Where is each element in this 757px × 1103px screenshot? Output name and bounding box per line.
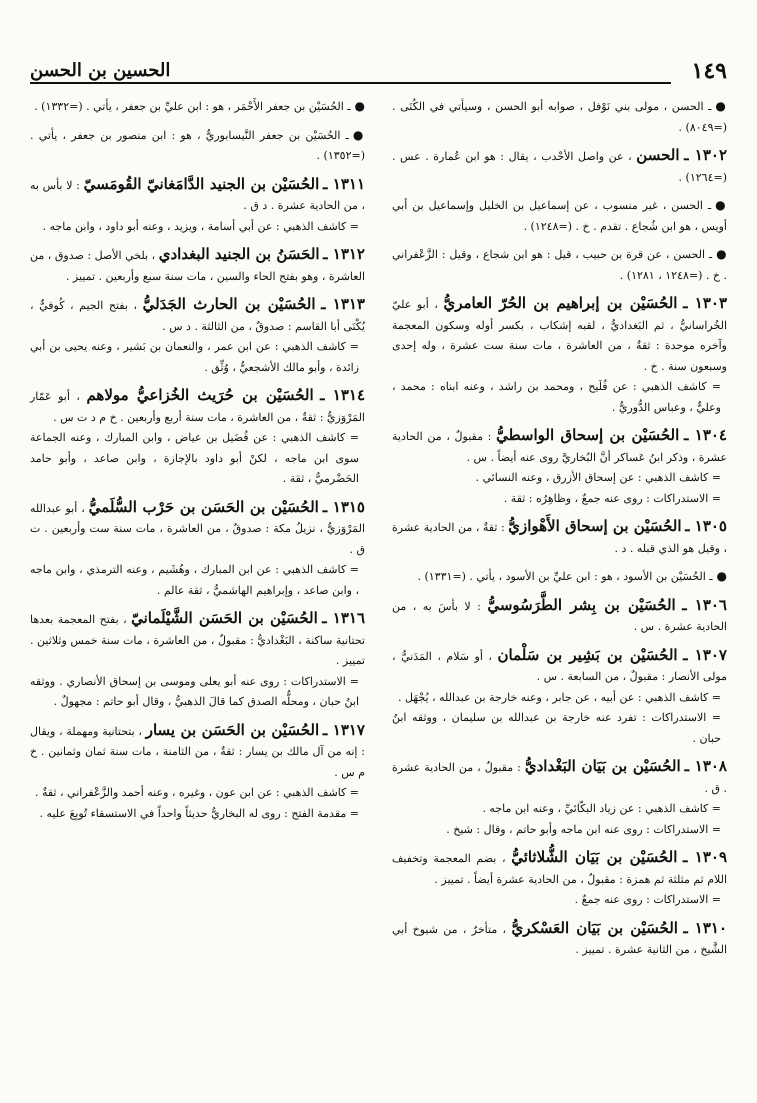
- entry-number: ١٣١٠ ـ: [683, 918, 728, 937]
- entry-name: الحُسَيْن بن بَيَان العَسْكريُّ: [511, 918, 678, 937]
- biography-entry: [30, 385, 365, 490]
- entry-number: ١٣٠٩ ـ: [683, 848, 728, 866]
- bullet-icon: ●: [715, 198, 727, 212]
- entry-number: ١٣٠٨ ـ: [684, 757, 727, 775]
- entry-text: ، أبو عبدالله المَرْوَزيُّ ، نزيلُ مكة : صدوقٌ ، من العاشرة ، مات سنة ست وأربعين . ت ق .: [30, 501, 365, 556]
- entry-number: ١٣١٦ ـ: [322, 609, 366, 627]
- entry-number: ١٣١٥ ـ: [322, 497, 365, 516]
- entry-note: = كاشف الذهبي : عن فُضَيل بن عياض ، وابن المبارك ، وعنه الجماعة سوى ابن ماجه ، لكنْ أبو داود بالإجازة ، وابن صاعد ، وأبو حامد الحَضْرميُّ ، ثقة .: [30, 431, 359, 485]
- cross-reference-entry: [392, 244, 727, 286]
- entry-text: ، بفتح الجيم ، كُوفيٌّ ، يُكْنَى أبا القاسم : صدوقٌ ، من الثالثة . د س .: [30, 299, 365, 333]
- running-title: الحسين بن الحسن: [30, 60, 171, 81]
- biography-entry: [392, 918, 727, 961]
- biography-entry: [392, 595, 727, 638]
- entry-note: = كاشف الذهبي : عن زياد البكّائيِّ ، وعنه ابن ماجه .: [482, 802, 721, 815]
- entry-text: : لا بأس به ، من الحادية عشرة . د ق .: [30, 178, 365, 212]
- entry-text: ، بضم المعجمة وتخفيف اللام ثم مثلثة ثم همزة : مقبولٌ ، من الحادية عشرة أيضاً . تمييز .: [392, 852, 727, 886]
- biography-entry: [30, 497, 365, 602]
- entry-text: ، بلخي الأصل : صدوق ، من العاشرة ، وهو بفتح الحاء والسين ، مات سنة سبع وأربعين . تمييز .: [30, 249, 365, 283]
- entry-name: الحَسَنُ بن الجنيد البغدادي: [158, 245, 320, 263]
- entry-number: ١٣٠٦ ـ: [682, 595, 727, 614]
- entry-text: : مقبولٌ ، من الحادية عشرة . ق .: [392, 761, 727, 795]
- entry-name: الحُسَيْن بن إبراهيم بن الحُرّ العامريُّ: [443, 294, 678, 312]
- biography-entry: [30, 608, 365, 713]
- entry-name: الحُسَيْن بن إسحاق الواسطيُّ: [496, 426, 680, 444]
- entry-name: الحُسَيْن بن بَيَان البَغْداديُّ: [524, 757, 681, 775]
- biography-entry: [30, 720, 365, 825]
- entry-number: ١٣١٣ ـ: [321, 295, 365, 313]
- entry-text: ، بفتح المعجمة بعدها تحتانية ساكنة ، البَغْداديُّ : مقبولٌ ، من العاشرة ، مات سنة خمس وثلاثين . تمييز .: [30, 613, 365, 667]
- biography-entry: [392, 293, 727, 418]
- entry-name: الحُسَيْن بن بِشر الطَّرَسُوسيُّ: [487, 595, 676, 614]
- entry-name: الحُسَيْن بن بَيَان الشُّلاثائيُّ: [511, 848, 678, 866]
- entry-text: ، أبو عَمّار المَرْوَزيُّ : ثقةٌ ، من العاشرة ، مات سنة أربع وأربعين . خ م د ت س .: [30, 390, 365, 424]
- entry-note: = كاشف الذهبي : عن فُلَيح ، ومحمد بن راشد ، وعنه ابناه : محمد ، وعليٌّ ، وعباس الدُّوريُّ .: [392, 380, 721, 414]
- entry-name: الحُسَيْن بن الحَسَن الشَّيْلَمانيّ: [131, 609, 318, 627]
- right-column: [392, 96, 727, 968]
- entry-text: ـ الحُسَيْن بن جعفر الأَحْمَر ، هو : ابن عليِّ بن جعفر ، يأتي . (=١٣٣٢) .: [34, 100, 351, 113]
- entry-name: الحُسَيْن بن الحَسَن بن حَرْب السُّلَميُّ: [88, 497, 319, 516]
- entry-note: = كاشف الذهبي : عن إسحاق الأزرق ، وعنه النسائي .: [475, 471, 721, 484]
- entry-note: = كاشف الذهبي : عن ابن عون ، وغيره ، وعنه أحمد والزَّعْفراني ، ثقةٌ .: [34, 786, 359, 799]
- entry-note: = كاشف الذهبي : عن أبي أسامة ، ويزيد ، وعنه أبو داود ، وابن ماجه .: [42, 219, 359, 233]
- cross-reference-entry: [392, 195, 727, 237]
- header-rule: [30, 82, 671, 84]
- entry-note: = الاستدراكات : روى عنه ابن ماجه وأبو حاتم ، وقال : شيخ .: [446, 822, 721, 836]
- entry-note: = الاستدراكات : روى عنه أبو يعلى وموسى بن إسحاق الأنصاري . ووثقه ابنُ حبان ، ومحلُّه الصدق كما قالَ الذهبيُّ ، وقال أبو حاتم : مجهولٌ .: [30, 674, 359, 708]
- biography-entry: [392, 516, 727, 559]
- cross-reference-entry: [30, 125, 365, 167]
- entry-text: ـ الحسن ، غير منسوب ، عن إسماعيل بن الخليل وإسماعيل بن أبي أويس ، هو ابن شُجاع . تقدم . خ . (=١٢٤٨) .: [392, 199, 727, 233]
- entry-name: الحُسَيْن بن الحارث الجَدَليُّ: [142, 295, 316, 313]
- entry-number: ١٣١٢ ـ: [323, 245, 365, 263]
- entry-name: الحُسَيْن بن حُرَيث الخُزاعيُّ مولاهم: [86, 386, 314, 404]
- biography-entry: [30, 244, 365, 287]
- biography-entry: [392, 847, 727, 911]
- entry-name: الحُسَيْن بن إسحاق الأَهْوازيُّ: [508, 517, 682, 535]
- entry-number: ١٣١٧ ـ: [322, 720, 365, 739]
- entry-text: ـ الحُسَيْن بن الأسود ، هو : ابن عليِّ بن الأسود ، يأتي . (=١٣٣١) .: [417, 570, 713, 583]
- cross-reference-entry: [392, 566, 727, 588]
- bullet-icon: ●: [354, 99, 365, 113]
- entry-name: الحُسَيْن بن الحَسَن بن يسار: [145, 720, 320, 739]
- entry-note: = الاستدراكات : تفرد عنه خارجة بن عبدالله بن سليمان ، ووثقه ابنُ حبان .: [392, 711, 721, 745]
- entry-note: = الاستدراكات : روى عنه جمعٌ ، وظاهِرُه : ثقة .: [503, 491, 721, 505]
- bullet-icon: ●: [716, 569, 727, 583]
- bullet-icon: ●: [716, 247, 727, 261]
- entry-note: = مقدمة الفتح : روى له البخاريُّ حديثاً واحداً في الاستسقاء تُوبِعَ عليه .: [39, 806, 359, 820]
- entry-number: ١٣٠٤ ـ: [683, 426, 727, 444]
- entry-text: ، أبو عليّ الخُراسانيُّ ، ثم البَغداديُّ ، لقبه إشكاب ، بكسر أوله وسكون المعجمة وآخره موحدة : ثقةٌ ، من العاشرة ، مات سنة ست عشرة ، وله إحدى وسبعون سنة . خ .: [392, 298, 727, 373]
- biography-entry: [30, 294, 365, 378]
- entry-note: = كاشف الذهبي : عن ابن المبارك ، وهُشَيم ، وعنه الترمذي ، وابن ماجه ، وابن صاعد ، وإبراهيم الهاشميُّ ، ثقة عالم .: [30, 563, 359, 597]
- cross-reference-entry: [30, 96, 365, 118]
- entry-text: : مقبولٌ ، من الحادية عشرة ، وذكر ابنُ عَساكر أنَّ البُخاريَّ روى عنه أيضاً . س .: [392, 430, 727, 464]
- biography-entry: [392, 145, 727, 188]
- page-number: ١٤٩: [691, 58, 727, 84]
- entry-text: ـ الحسن ، مولى بني نَوْفل ، صوابه أبو الحسن ، وسيأتي في الكُنَى . (=٨٠٤٩) .: [392, 100, 727, 134]
- entry-text: ، بتحتانية ومهملة ، ويقال : إنه من آل مالك بن يسار : ثقةٌ ، من الثامنة ، مات سنة ثمان وثمانين . خ م س .: [30, 724, 365, 779]
- entry-text: ، عن واصل الأحْدب ، يقال : هو ابن عُمارة . عس . (=١٢٦٤) .: [392, 150, 727, 184]
- entry-text: : ثقةٌ ، من الحادية عشرة ، وقيل هو الذي قبله . د .: [392, 521, 727, 555]
- left-column: [30, 96, 365, 831]
- entry-name: الحسن: [636, 146, 680, 164]
- entry-number: ١٣٠٢ ـ: [684, 146, 728, 164]
- entry-note: = كاشف الذهبي : عن أبيه ، عن جابر ، وعنه خارجة بن عبدالله ، يُجْهَل .: [397, 690, 721, 704]
- biography-entry: [30, 174, 365, 238]
- entry-note: = كاشف الذهبي : عن ابن عمر ، والنعمان بن بَشير ، وعنه يحيى بن أبي زائدة ، وأبو مالك الأشجعيُّ ، وُثِّق .: [30, 340, 359, 374]
- entry-note: = الاستدراكات : روى عنه جمعٌ .: [574, 893, 721, 906]
- entry-text: ـ الحسن ، عن قرة بن حبيب ، قيل : هو ابن شجاع ، وقيل : الزَّعْفراني . خ . (=١٢٤٨ ، ١٢٨١) .: [392, 248, 727, 282]
- bullet-icon: ●: [352, 127, 365, 142]
- biography-entry: [392, 425, 727, 509]
- entry-name: الحُسَيْن بن الجنيد الدَّامَغانيّ القُومَسيّ: [83, 174, 320, 193]
- entry-name: الحُسَيْن بن بَشِير بن سَلْمان: [497, 645, 678, 664]
- biography-entry: [392, 645, 727, 750]
- entry-number: ١٣٠٣ ـ: [683, 294, 728, 312]
- page-header: [30, 58, 727, 84]
- bullet-icon: ●: [715, 99, 727, 113]
- cross-reference-entry: [392, 96, 727, 138]
- entry-number: ١٣١٤ ـ: [320, 386, 366, 404]
- entry-text: ـ الحُسَيْن بن جعفر النَّيسابوريُّ ، هو : ابن منصور بن جعفر ، يأتي . (=١٣٥٢) .: [30, 128, 365, 162]
- entry-number: ١٣٠٥ ـ: [685, 517, 727, 535]
- entry-number: ١٣٠٧ ـ: [683, 645, 727, 664]
- entry-text: : لا بأسَ به ، من الحادية عشرة . س .: [392, 599, 727, 633]
- entry-number: ١٣١١ ـ: [322, 174, 366, 193]
- entry-text: ، أو سَلام ، المَدَنيُّ ، مولى الأنصار : مقبولٌ ، من السابعة . س .: [392, 649, 727, 683]
- entry-text: ، متأخرٌ ، من شيوخ أبي الشَّيخ ، من الثانية عشرة . تمييز .: [392, 922, 727, 956]
- biography-entry: [392, 756, 727, 840]
